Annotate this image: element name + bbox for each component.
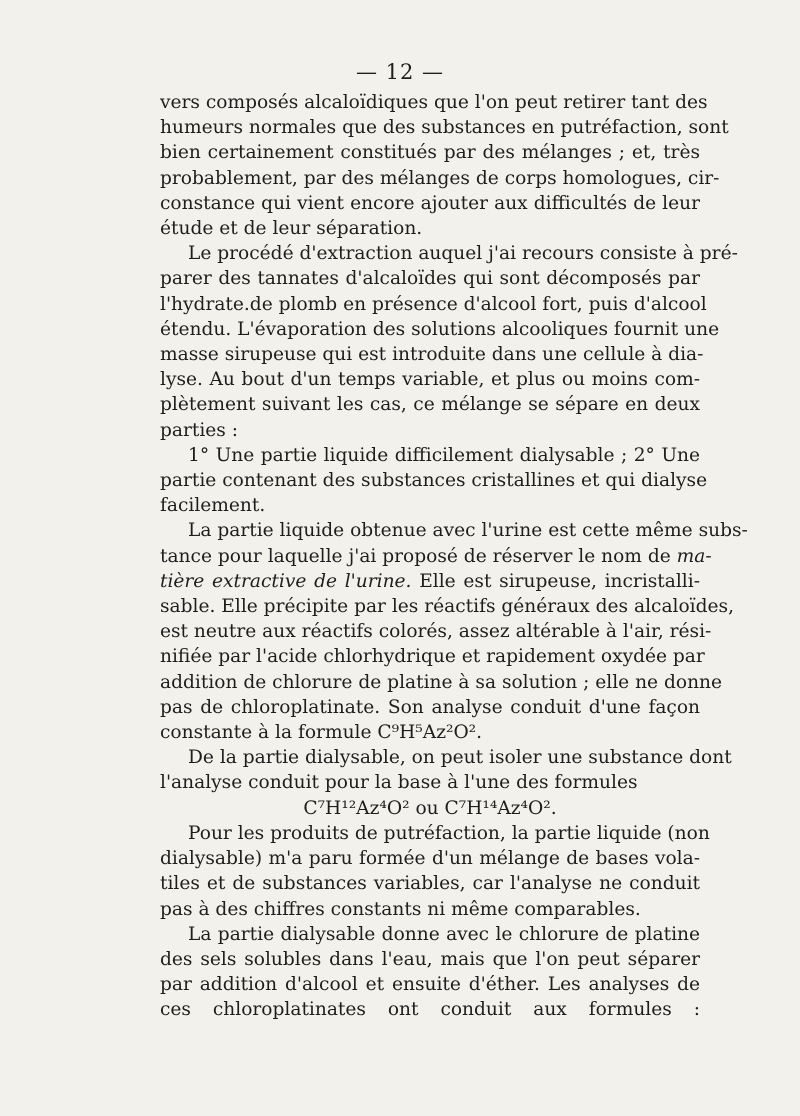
text-line: 1° Une partie liquide difficilement dialysable ; 2° Une bbox=[188, 444, 700, 466]
text-line: bien certainement constitués par des mélanges ; et, très bbox=[160, 142, 700, 164]
text-line: Pour les produits de putréfaction, la partie liquide (non bbox=[188, 822, 710, 844]
page-number: — 12 — bbox=[355, 60, 445, 84]
text-line: sable. Elle précipite par les réactifs généraux des alcaloïdes, bbox=[160, 596, 734, 618]
paragraph bbox=[160, 443, 708, 519]
text-line: parties : bbox=[160, 419, 239, 441]
text-line: est neutre aux réactifs colorés, assez altérable à l'air, rési- bbox=[160, 621, 712, 643]
text-line: lyse. Au bout d'un temps variable, et plus ou moins com- bbox=[160, 369, 700, 391]
text-line: vers composés alcaloïdiques que l'on peut retirer tant des bbox=[160, 92, 708, 113]
italic-segment: tière extractive de l'urine. bbox=[160, 570, 412, 592]
text-line: La partie dialysable donne avec le chlorure de platine bbox=[188, 923, 700, 945]
paragraph bbox=[160, 745, 732, 821]
text-line: des sels solubles dans l'eau, mais que l'on peut séparer bbox=[160, 948, 700, 970]
formula-line: constante à la formule C⁹H⁵Az²O². bbox=[160, 722, 483, 744]
text-line: masse sirupeuse qui est introduite dans une cellule à dia- bbox=[160, 344, 704, 366]
text-line bbox=[160, 544, 712, 569]
paragraph bbox=[160, 922, 700, 1023]
text-line: constance qui vient encore ajouter aux difficultés de leur bbox=[160, 192, 700, 214]
text-line: addition de chlorure de platine à sa solution ; elle ne donne bbox=[160, 671, 723, 693]
text-line: La partie liquide obtenue avec l'urine est cette même subs- bbox=[188, 520, 748, 542]
text-line: étendu. L'évaporation des solutions alcooliques fournit une bbox=[160, 318, 720, 340]
text-line: facilement. bbox=[160, 495, 266, 517]
text-line: étude et de leur séparation. bbox=[160, 218, 423, 240]
text-line: probablement, par des mélanges de corps homologues, cir- bbox=[160, 167, 720, 189]
paragraph bbox=[160, 821, 710, 922]
italic-segment: ma- bbox=[676, 545, 712, 567]
text-line: pas de chloroplatinate. Son analyse conduit d'une façon bbox=[160, 696, 700, 718]
text-line: pas à des chiffres constants ni même comparables. bbox=[160, 898, 641, 920]
text-line: parer des tannates d'alcaloïdes qui sont décomposés par bbox=[160, 268, 700, 290]
text-line: De la partie dialysable, on peut isoler une substance dont bbox=[188, 747, 732, 769]
paragraph bbox=[160, 518, 748, 745]
text-line: ces chloroplatinates ont conduit aux formules : bbox=[160, 999, 700, 1021]
paragraph bbox=[160, 90, 729, 241]
text-segment: Elle est sirupeuse, incristalli- bbox=[411, 570, 700, 592]
text-line: dialysable) m'a paru formée d'un mélange de bases vola- bbox=[160, 848, 700, 870]
text-line: par addition d'alcool et ensuite d'éther. Les analyses de bbox=[160, 974, 700, 996]
text-line: humeurs normales que des substances en putréfaction, sont bbox=[160, 117, 729, 139]
text-line: l'analyse conduit pour la base à l'une des formules bbox=[160, 772, 638, 794]
formula-line: C⁷H¹²Az⁴O² ou C⁷H¹⁴Az⁴O². bbox=[303, 797, 557, 819]
text-line: nifiée par l'acide chlorhydrique et rapidement oxydée par bbox=[160, 646, 705, 668]
text-segment: tance pour laquelle j'ai proposé de réserver le nom de bbox=[160, 545, 677, 567]
text-line: tiles et de substances variables, car l'analyse ne conduit bbox=[160, 873, 700, 895]
body-text bbox=[160, 90, 748, 1023]
text-line: l'hydrate.de plomb en présence d'alcool fort, puis d'alcool bbox=[160, 293, 707, 315]
text-line: plètement suivant les cas, ce mélange se sépare en deux bbox=[160, 394, 700, 416]
text-line: partie contenant des substances cristallines et qui dialyse bbox=[160, 470, 708, 492]
text-line bbox=[160, 569, 700, 594]
text-line: Le procédé d'extraction auquel j'ai recours consiste à pré- bbox=[188, 243, 738, 265]
paragraph bbox=[160, 241, 738, 443]
